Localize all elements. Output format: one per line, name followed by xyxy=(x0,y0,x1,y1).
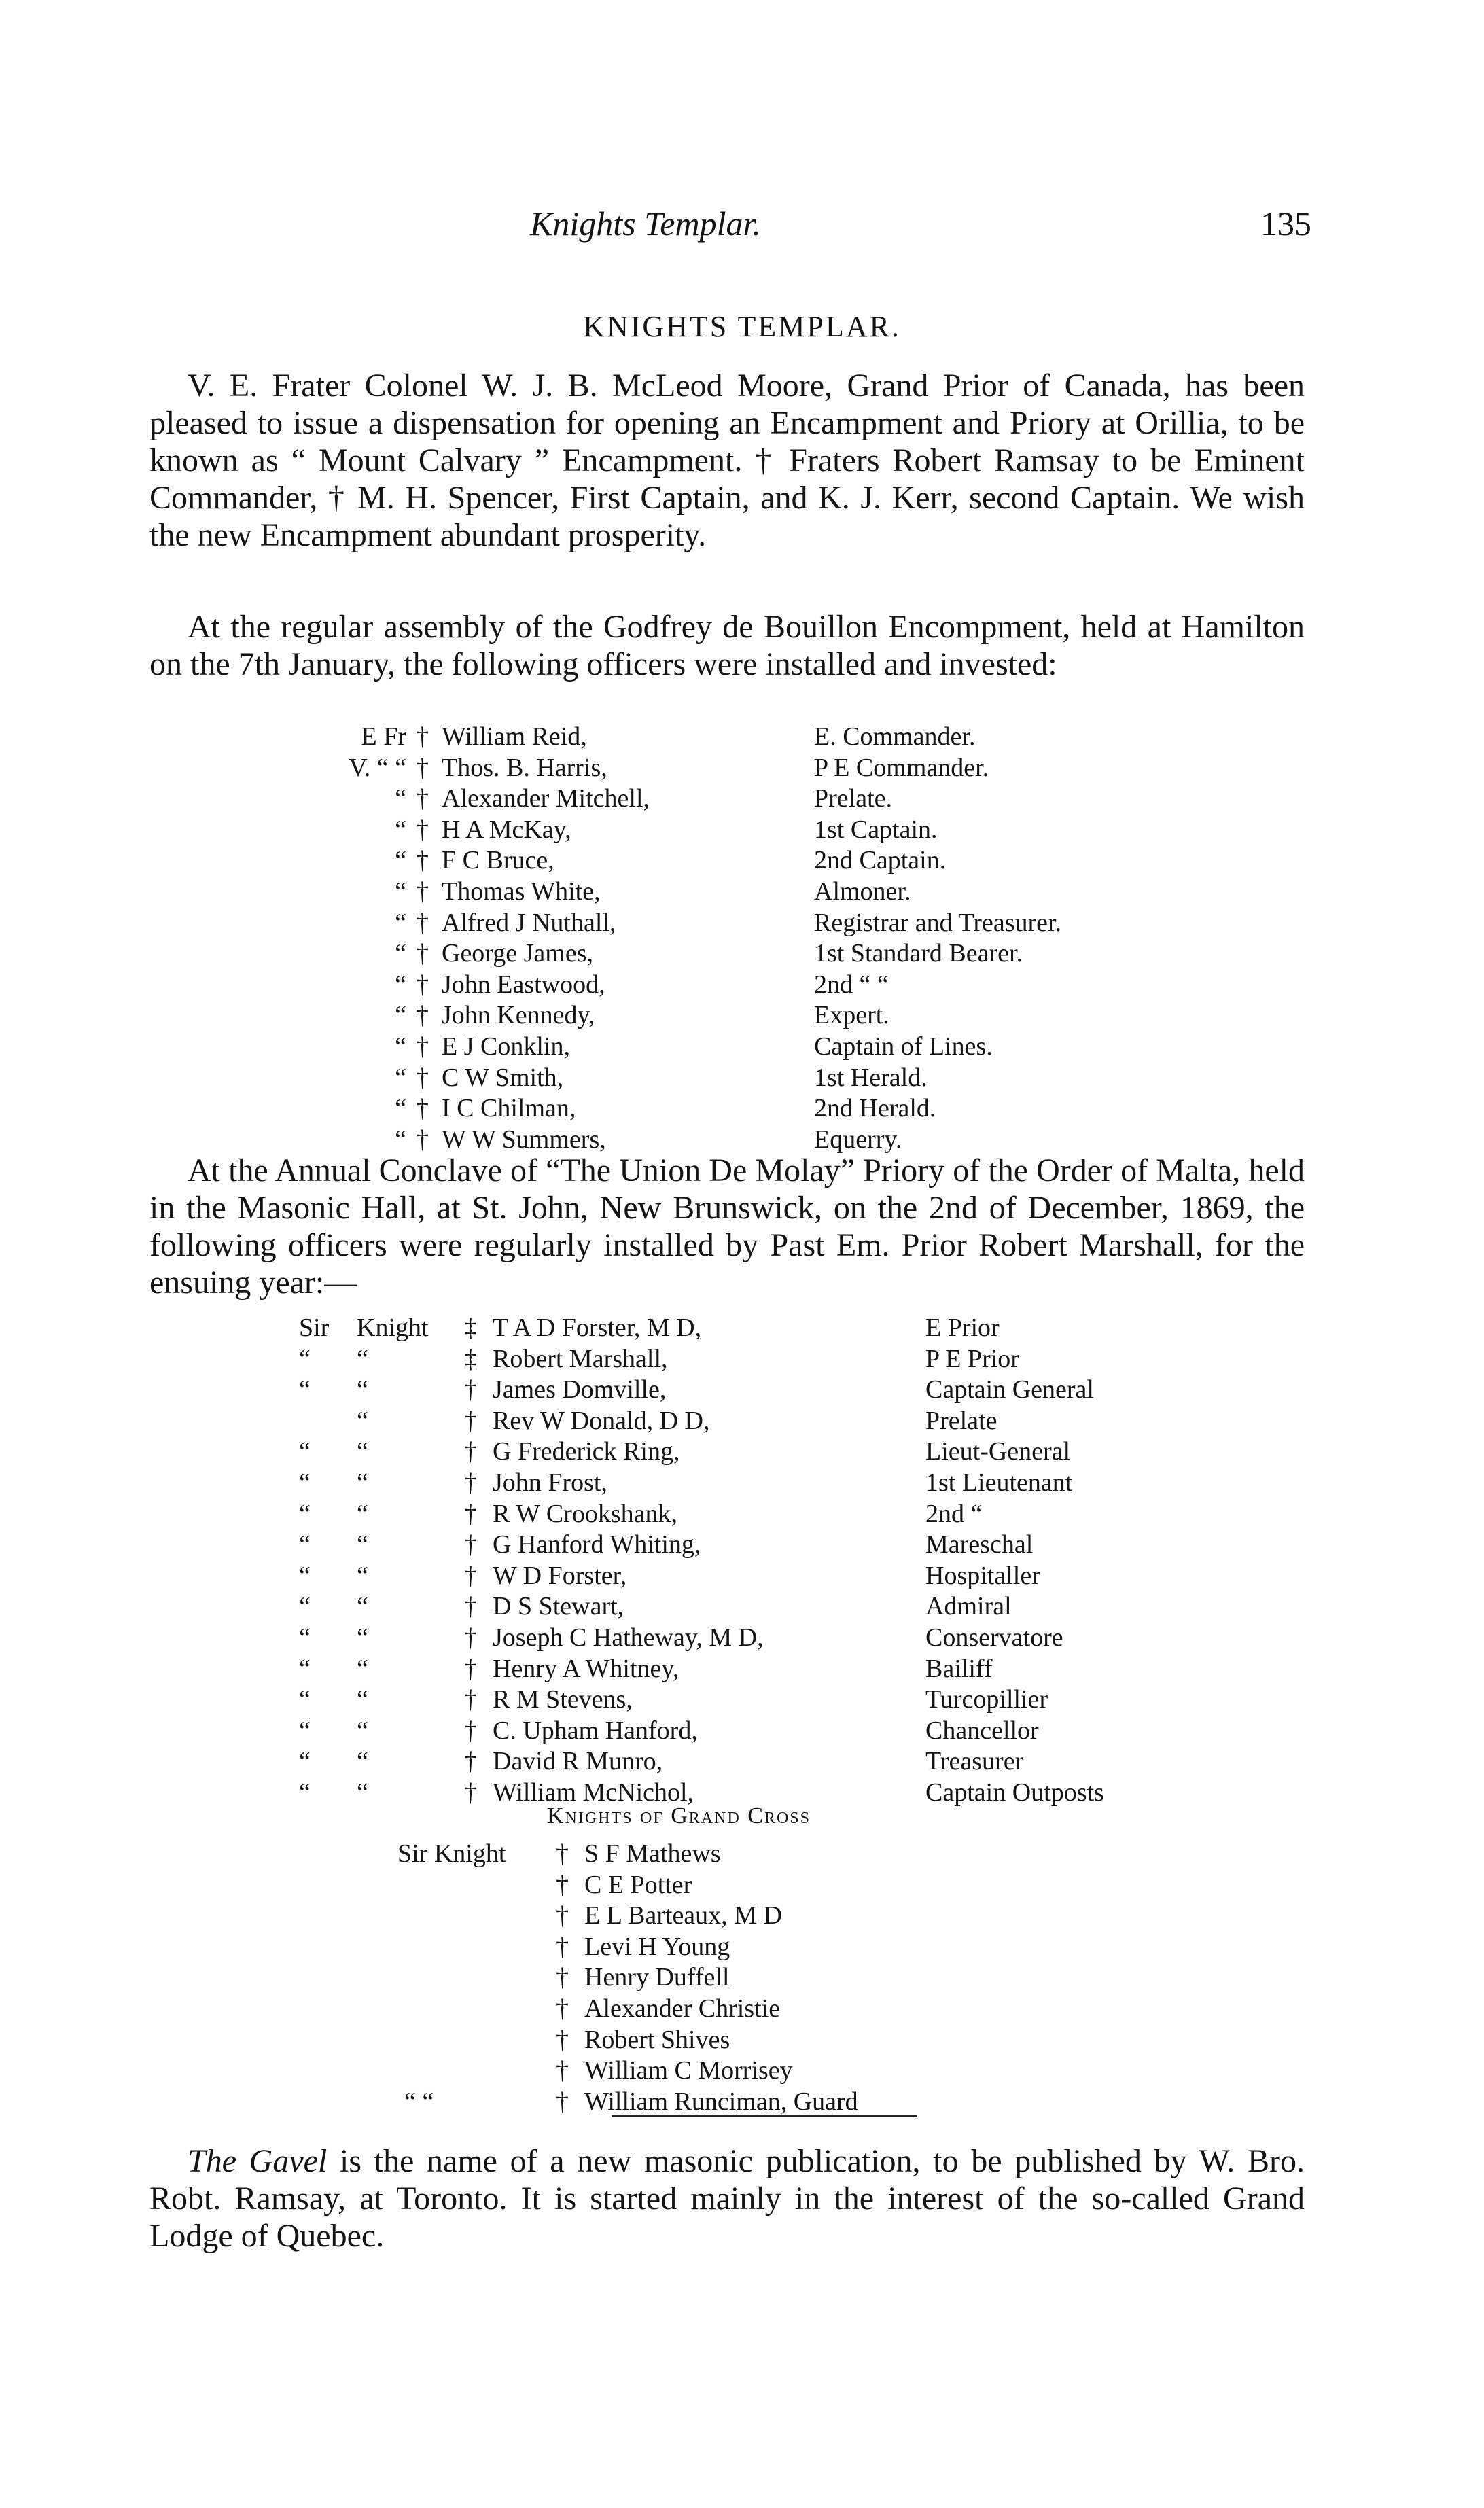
member-mark: † xyxy=(556,2087,569,2116)
officer-prefix: “ xyxy=(357,1561,368,1590)
officer-name: John Eastwood, xyxy=(442,970,605,999)
member-prefix: “ “ xyxy=(404,2087,434,2116)
officer-mark: † xyxy=(416,877,429,906)
member-name: S F Mathews xyxy=(584,1839,721,1868)
officer-mark: † xyxy=(464,1499,477,1528)
officer-office: P E Commander. xyxy=(814,753,989,782)
paragraph-the-gavel xyxy=(149,2142,1305,2255)
member-mark: † xyxy=(556,1994,569,2023)
officer-name: Rev W Donald, D D, xyxy=(493,1406,710,1435)
member-mark: † xyxy=(556,1932,569,1961)
officer-prefix: “ xyxy=(357,1592,368,1621)
officer-mark: ‡ xyxy=(464,1344,477,1373)
officer-name: G Hanford Whiting, xyxy=(493,1530,701,1559)
officer-office: Hospitaller xyxy=(925,1561,1040,1590)
officer-prefix: “ xyxy=(357,1778,368,1807)
officer-prefix: “ xyxy=(357,1623,368,1652)
officer-prefix: “ xyxy=(395,784,406,813)
officer-mark: ‡ xyxy=(464,1313,477,1342)
officer-prefix: “ xyxy=(299,1437,311,1466)
member-name: E L Barteaux, M D xyxy=(584,1901,782,1930)
officer-prefix: “ xyxy=(395,939,406,968)
officer-office: 1st Herald. xyxy=(814,1063,928,1092)
section-divider xyxy=(612,2115,917,2117)
officer-prefix: E Fr xyxy=(361,722,406,751)
officer-mark: † xyxy=(416,784,429,813)
officer-mark: † xyxy=(416,846,429,875)
officer-prefix: “ xyxy=(299,1592,311,1621)
officer-office: 1st Standard Bearer. xyxy=(814,939,1023,968)
officer-office: 2nd Herald. xyxy=(814,1094,936,1123)
paragraph-godfrey-assembly: At the regular assembly of the Godfrey de Bouillon Encompment, held at Hamilton on the 7th January, the following officers were installed and invested: xyxy=(149,609,1305,682)
officer-prefix: “ xyxy=(299,1499,311,1528)
officer-prefix: “ xyxy=(395,1063,406,1092)
officer-prefix: “ xyxy=(395,815,406,844)
officer-prefix: “ xyxy=(299,1747,311,1776)
member-name: Levi H Young xyxy=(584,1932,730,1961)
officer-office: Bailiff xyxy=(925,1654,993,1683)
section-title: KNIGHTS TEMPLAR. xyxy=(583,310,901,343)
officer-name: R W Crookshank, xyxy=(493,1499,677,1528)
officer-name: John Frost, xyxy=(493,1468,607,1497)
officer-mark: † xyxy=(416,908,429,937)
officer-mark: † xyxy=(464,1716,477,1745)
officer-prefix: “ xyxy=(357,1499,368,1528)
officer-name: Alfred J Nuthall, xyxy=(442,908,616,937)
officer-prefix: “ xyxy=(395,970,406,999)
officer-mark: † xyxy=(416,815,429,844)
officer-name: John Kennedy, xyxy=(442,1001,595,1030)
officer-prefix: “ xyxy=(395,1001,406,1030)
officer-mark: † xyxy=(416,1031,429,1061)
officer-mark: † xyxy=(464,1685,477,1714)
officer-office: Captain of Lines. xyxy=(814,1031,993,1061)
officer-prefix: V. “ “ xyxy=(349,753,406,782)
officer-prefix: “ xyxy=(357,1530,368,1559)
paragraph-the-gavel-text: is the name of a new masonic publication, to be published by W. Bro. Robt. Ramsay, at Toronto. It is started mainly in the interest of the so-called Grand Lodge of Quebec. xyxy=(149,2143,1305,2254)
officer-mark: † xyxy=(464,1437,477,1466)
officer-mark: † xyxy=(464,1530,477,1559)
officer-office: Expert. xyxy=(814,1001,889,1030)
officer-mark: † xyxy=(416,939,429,968)
officer-office: Prelate. xyxy=(814,784,893,813)
officer-mark: † xyxy=(464,1406,477,1435)
officer-name: James Domville, xyxy=(493,1375,667,1405)
officer-name: H A McKay, xyxy=(442,815,571,844)
officer-mark: † xyxy=(464,1468,477,1497)
member-name: Alexander Christie xyxy=(584,1994,781,2023)
officer-prefix: “ xyxy=(299,1716,311,1745)
officer-office: Mareschal xyxy=(925,1530,1034,1559)
member-mark: † xyxy=(556,1963,569,1992)
member-name: William Runciman, Guard xyxy=(584,2087,858,2116)
officer-prefix: “ xyxy=(299,1685,311,1714)
paragraph-dispensation: V. E. Frater Colonel W. J. B. McLeod Moore, Grand Prior of Canada, has been pleased to issue a dispensation for opening an Encampment and Priory at Orillia, to be known as “ Mount Calvary ” Encampment. † Fraters Robert Ramsay to be Eminent Commander, † M. H. Spencer, First Captain, and K. J. Kerr, second Captain. We wish the new Encampment abundant prosperity. xyxy=(149,368,1305,553)
running-title: Knights Templar. xyxy=(530,205,761,243)
officer-name: W W Summers, xyxy=(442,1125,606,1154)
officer-office: E. Commander. xyxy=(814,722,976,751)
officer-name: I C Chilman, xyxy=(442,1094,576,1123)
officer-office: Treasurer xyxy=(925,1747,1024,1776)
officer-mark: † xyxy=(416,1001,429,1030)
officer-name: William McNichol, xyxy=(493,1778,694,1807)
officer-prefix: “ xyxy=(395,1031,406,1061)
officer-name: T A D Forster, M D, xyxy=(493,1313,702,1342)
officer-prefix: “ xyxy=(395,908,406,937)
officer-name: David R Munro, xyxy=(493,1747,663,1776)
officer-office: Turcopillier xyxy=(925,1685,1048,1714)
officer-office: Prelate xyxy=(925,1406,997,1435)
officer-prefix: “ xyxy=(395,877,406,906)
page-number: 135 xyxy=(1260,205,1311,243)
page-header xyxy=(149,204,1318,258)
officer-name: W D Forster, xyxy=(493,1561,627,1590)
officer-prefix: “ xyxy=(299,1344,311,1373)
officer-mark: † xyxy=(416,722,429,751)
officer-prefix: “ xyxy=(395,1125,406,1154)
officer-mark: † xyxy=(416,1125,429,1154)
officer-mark: † xyxy=(416,1063,429,1092)
member-mark: † xyxy=(556,2056,569,2085)
officer-prefix: “ xyxy=(357,1406,368,1435)
officer-office: Captain Outposts xyxy=(925,1778,1104,1807)
officer-prefix: “ xyxy=(299,1654,311,1683)
officer-name: C. Upham Hanford, xyxy=(493,1716,698,1745)
officer-office: Conservatore xyxy=(925,1623,1063,1652)
member-mark: † xyxy=(556,1870,569,1899)
officer-mark: † xyxy=(416,753,429,782)
officer-mark: † xyxy=(464,1375,477,1405)
officer-office: Registrar and Treasurer. xyxy=(814,908,1062,937)
officer-prefix: “ xyxy=(299,1468,311,1497)
officer-office: Lieut-General xyxy=(925,1437,1071,1466)
officer-prefix: Sir xyxy=(299,1313,330,1342)
paragraph-union-de-molay: At the Annual Conclave of “The Union De Molay” Priory of the Order of Malta, held in the Masonic Hall, at St. John, New Brunswick, on the 2nd of December, 1869, the following officers were regularly installed by Past Em. Prior Robert Marshall, for the ensuing year:— xyxy=(149,1152,1305,1301)
officer-mark: † xyxy=(416,970,429,999)
officer-name: Alexander Mitchell, xyxy=(442,784,650,813)
officer-office: Admiral xyxy=(925,1592,1012,1621)
officer-mark: † xyxy=(464,1654,477,1683)
officer-office: Chancellor xyxy=(925,1716,1039,1745)
publication-title: The Gavel xyxy=(188,2143,328,2179)
officer-name: Robert Marshall, xyxy=(493,1344,668,1373)
officer-mark: † xyxy=(464,1623,477,1652)
officer-office: Almoner. xyxy=(814,877,911,906)
member-mark: † xyxy=(556,1901,569,1930)
officer-office: Equerry. xyxy=(814,1125,902,1154)
officer-prefix: “ xyxy=(395,1094,406,1123)
officer-name: William Reid, xyxy=(442,722,587,751)
officer-office: 2nd “ xyxy=(925,1499,983,1528)
member-name: C E Potter xyxy=(584,1870,692,1899)
officer-prefix: “ xyxy=(357,1437,368,1466)
officer-mark: † xyxy=(464,1778,477,1807)
grand-cross-heading: Knights of Grand Cross xyxy=(547,1803,811,1829)
officer-office: 2nd “ “ xyxy=(814,970,889,999)
officer-prefix: “ xyxy=(299,1375,311,1405)
officer-mark: † xyxy=(464,1561,477,1590)
officer-prefix: “ xyxy=(299,1530,311,1559)
officer-name: Joseph C Hatheway, M D, xyxy=(493,1623,764,1652)
officer-name: Thos. B. Harris, xyxy=(442,753,607,782)
officer-name: George James, xyxy=(442,939,594,968)
officer-name: Thomas White, xyxy=(442,877,601,906)
officer-name: C W Smith, xyxy=(442,1063,564,1092)
officer-name: D S Stewart, xyxy=(493,1592,624,1621)
officer-prefix: “ xyxy=(357,1716,368,1745)
officer-prefix: Knight xyxy=(357,1313,429,1342)
officer-office: 1st Lieutenant xyxy=(925,1468,1073,1497)
officer-prefix: “ xyxy=(299,1623,311,1652)
officer-name: G Frederick Ring, xyxy=(493,1437,680,1466)
officer-name: Henry A Whitney, xyxy=(493,1654,679,1683)
officer-mark: † xyxy=(464,1747,477,1776)
officer-prefix: “ xyxy=(357,1685,368,1714)
officer-prefix: “ xyxy=(357,1654,368,1683)
officer-office: 2nd Captain. xyxy=(814,846,947,875)
officer-prefix: “ xyxy=(395,846,406,875)
officer-prefix: “ xyxy=(299,1778,311,1807)
officer-prefix: “ xyxy=(357,1375,368,1405)
officer-office: P E Prior xyxy=(925,1344,1019,1373)
officer-name: R M Stevens, xyxy=(493,1685,633,1714)
officer-prefix: “ xyxy=(299,1561,311,1590)
officer-mark: † xyxy=(416,1094,429,1123)
officer-prefix: “ xyxy=(357,1747,368,1776)
member-mark: † xyxy=(556,2025,569,2054)
officer-name: E J Conklin, xyxy=(442,1031,570,1061)
member-name: William C Morrisey xyxy=(584,2056,793,2085)
officer-office: Captain General xyxy=(925,1375,1094,1405)
officer-office: 1st Captain. xyxy=(814,815,938,844)
officer-prefix: “ xyxy=(357,1344,368,1373)
officer-mark: † xyxy=(464,1592,477,1621)
officer-name: F C Bruce, xyxy=(442,846,554,875)
officer-office: E Prior xyxy=(925,1313,1000,1342)
member-name: Robert Shives xyxy=(584,2025,730,2054)
member-name: Henry Duffell xyxy=(584,1963,730,1992)
grand-cross-lead: Sir Knight xyxy=(398,1839,506,1868)
officer-prefix: “ xyxy=(357,1468,368,1497)
member-mark: † xyxy=(556,1839,569,1868)
